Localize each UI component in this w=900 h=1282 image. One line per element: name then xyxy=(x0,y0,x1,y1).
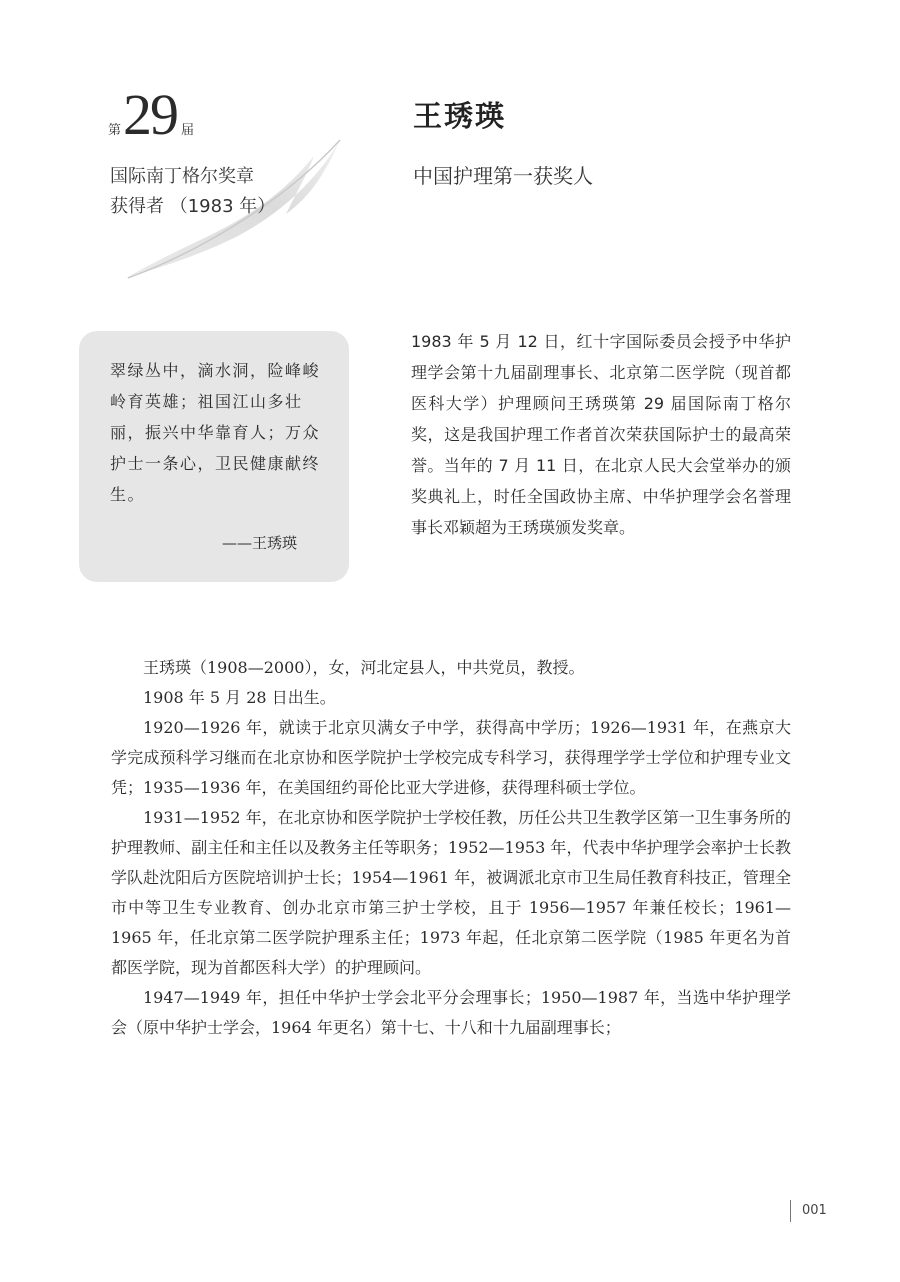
award-year: 获得者 （1983 年） xyxy=(110,196,276,217)
award-title: 国际南丁格尔奖章 xyxy=(110,166,254,187)
page-number: 001 xyxy=(802,1203,827,1218)
person-subtitle: 中国护理第一获奖人 xyxy=(413,164,593,188)
quote-author: ——王琇瑛 xyxy=(222,534,298,552)
bio-paragraph: 1920—1926 年，就读于北京贝满女子中学，获得高中学历；1926—1931 年，在燕京大学完成预科学习继而在北京协和医学院护士学校完成专科学习，获得理学学士学位和护理专业文凭；1935—1936 年，在美国纽约哥伦比亚大学进修，获得理科硕士学位。 xyxy=(111,718,791,797)
person-name: 王琇瑛 xyxy=(413,99,507,133)
edition-suffix: 届 xyxy=(181,123,195,138)
intro-paragraph: 1983 年 5 月 12 日，红十字国际委员会授予中华护理学会第十九届副理事长、北京第二医学院（现首都医科大学）护理顾问王琇瑛第 29 届国际南丁格尔奖，这是我国护理工作者首次荣获国际护士的最高荣誉。当年的 7 月 11 日，在北京人民大会堂举办的颁奖典礼上，时任全国政协主席、中华护理学会名誉理事长邓颖超为王琇瑛颁发奖章。 xyxy=(411,332,791,537)
edition-prefix: 第 xyxy=(108,123,122,138)
biography xyxy=(111,653,791,1043)
bio-paragraph: 王琇瑛（1908—2000），女，河北定县人，中共党员，教授。 xyxy=(143,658,585,677)
quote-text: 翠绿丛中，滴水洞，险峰峻岭育英雄；祖国江山多壮丽，振兴中华靠育人；万众护士一条心，卫民健康献终生。 xyxy=(110,361,321,504)
bio-paragraph: 1947—1949 年，担任中华护士学会北平分会理事长；1950—1987 年，当选中华护理学会（原中华护士学会，1964 年更名）第十七、十八和十九届副理事长； xyxy=(111,988,791,1037)
bio-paragraph: 1908 年 5 月 28 日出生。 xyxy=(143,688,336,707)
edition-number: 29 xyxy=(123,82,178,147)
bio-paragraph: 1931—1952 年，在北京协和医学院护士学校任教，历任公共卫生教学区第一卫生事务所的护理教师、副主任和主任以及教务主任等职务；1952—1953 年，代表中华护理学会率护士长教学队赴沈阳后方医院培训护士长；1954—1961 年，被调派北京市卫生局任教育科技正，管理全市中等卫生专业教育、创办北京市第三护士学校，且于 1956—1957 年兼任校长；1961—1965 年，任北京第二医学院护理系主任；1973 年起，任北京第二医学院（1985 年更名为首都医学院，现为首都医科大学）的护理顾问。 xyxy=(111,808,791,977)
page-number-divider xyxy=(790,1200,791,1222)
